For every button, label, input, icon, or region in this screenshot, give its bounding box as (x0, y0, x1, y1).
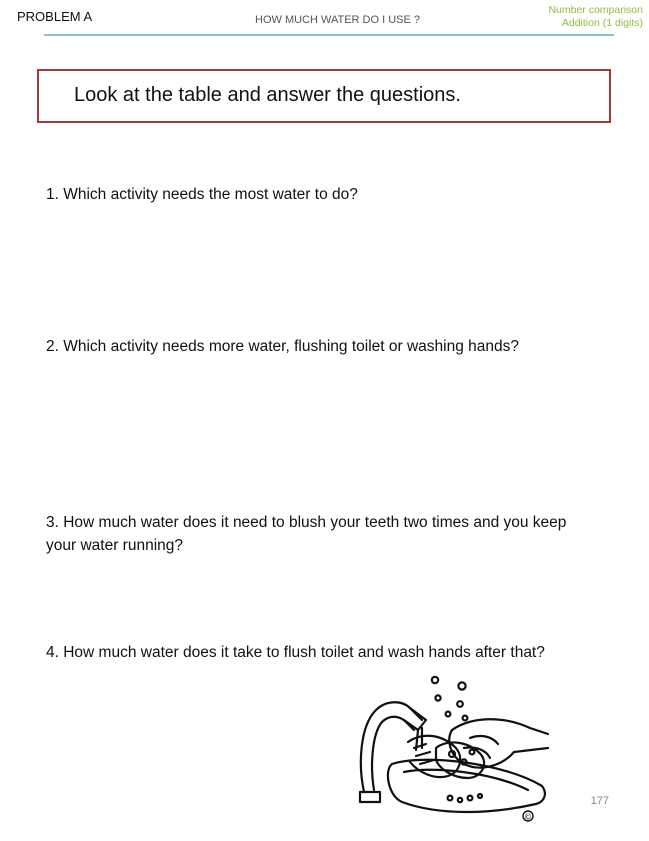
worksheet-title: HOW MUCH WATER DO I USE ? (255, 14, 420, 26)
washing-hands-icon (352, 668, 558, 828)
page-number: 177 (590, 795, 609, 807)
question-4: 4. How much water does it take to flush toilet and wash hands after that? (46, 644, 545, 661)
header-divider (44, 34, 614, 36)
question-3: 3. How much water does it need to blush your teeth two times and you keep your water running? (46, 514, 567, 554)
question-2: 2. Which activity needs more water, flushing toilet or washing hands? (46, 338, 519, 355)
topic-tags (548, 4, 643, 30)
instruction-text: Look at the table and answer the questions. (74, 84, 461, 106)
instruction-box (37, 69, 611, 123)
problem-label: PROBLEM A (17, 9, 93, 24)
copyright-mark: © (524, 812, 532, 822)
topic-tag: Addition (1 digits) (561, 17, 643, 29)
topic-tag: Number comparison (548, 4, 643, 16)
question-1: 1. Which activity needs the most water to do? (46, 186, 358, 203)
